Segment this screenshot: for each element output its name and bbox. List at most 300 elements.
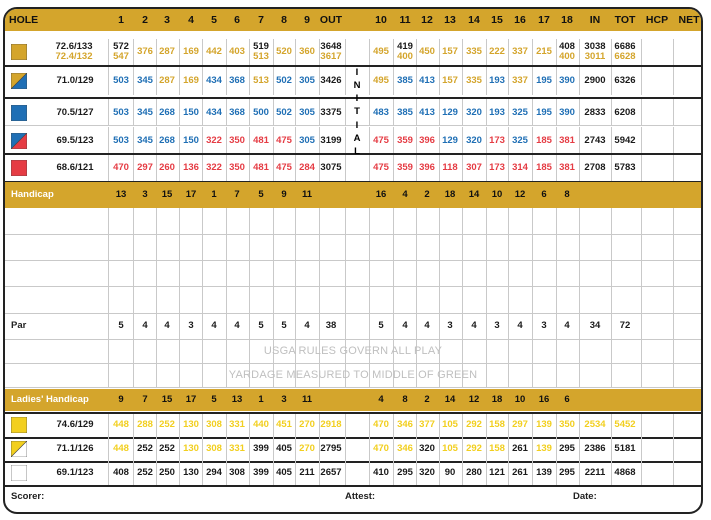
divider [345,208,346,234]
divider [641,39,642,65]
yardage: 173 [489,134,505,146]
player-name-field[interactable] [5,234,108,260]
total: 6208 [614,106,636,118]
yardage: 287 [159,46,175,57]
divider [462,234,463,260]
yardage: 520 [276,46,292,57]
yardage: 295 [397,467,413,478]
divider [486,260,487,286]
handicap-value: 15 [161,394,173,405]
yardage: 169 [183,46,199,57]
yardage: 450 [419,46,435,57]
yardage: 118 [442,162,458,173]
yardage: 105 [442,443,458,454]
handicap-value: 2 [424,189,430,200]
yardage: 185 [536,162,552,173]
yardage: 129 [442,134,458,146]
divider [369,287,370,313]
hole-number: 14 [468,14,480,26]
yardage: 173 [489,162,505,173]
yardage: 157 [442,75,458,86]
par-value: 3 [494,320,500,331]
par-value: 3 [541,320,547,331]
date-field[interactable]: Date: [573,491,597,502]
course-rating: 71.1/126 [56,443,94,454]
yardage: 335 [466,46,482,57]
yardage: 483 [373,106,389,118]
divider [439,287,440,313]
divider [439,208,440,234]
divider [393,234,394,260]
cell-line: 408 [559,41,575,52]
divider [133,208,134,234]
in-total: 2534 [584,419,606,430]
course-rating: 68.6/121 [56,162,94,173]
par-out: 38 [325,320,337,331]
initial-letter: T [354,106,360,118]
initial-letter: I [355,67,359,78]
divider [611,208,612,234]
divider [108,287,109,313]
yardage: 252 [137,467,153,478]
par-in: 34 [589,320,601,331]
divider [369,260,370,286]
divider [462,287,463,313]
yardage: 331 [229,419,245,430]
tee-swatch-gold [11,44,27,60]
out-total: 2795 [320,443,342,454]
course-rating: 70.5/127 [56,106,94,118]
yardage: 320 [466,106,482,118]
divider [345,234,346,260]
hole-number: 6 [234,14,240,26]
rating-line: 72.6/133 [55,41,93,52]
yardage: 297 [512,419,528,430]
cell-line: 400 [559,51,575,62]
divider [439,260,440,286]
divider [556,287,557,313]
par-value: 4 [517,320,523,331]
divider [641,99,642,126]
yardage: 130 [183,419,199,430]
divider [345,127,346,154]
handicap-value: 4 [402,189,408,200]
yardage: 287 [159,75,175,86]
divider [486,208,487,234]
yardage: 268 [159,106,175,118]
in-total: 2386 [584,443,606,454]
hole-number: 4 [188,14,194,26]
in-total: 2211 [584,467,606,478]
yardage: 308 [229,467,245,478]
divider [295,208,296,234]
yardage: 368 [229,75,245,86]
row-separator [5,363,701,364]
yardage: 495 [373,46,389,57]
divider [345,461,346,485]
yardage: 305 [299,134,315,146]
yardage: 503 [113,106,129,118]
handicap-value: 3 [142,189,148,200]
divider [249,287,250,313]
handicap-value: 8 [564,189,570,200]
tee-swatch-red [11,160,27,176]
par-row [5,313,701,339]
yardage: 292 [466,443,482,454]
handicap-value: 15 [161,189,173,200]
divider [345,67,346,95]
yardage: 442 [206,46,222,57]
out-total [317,39,345,65]
hole-number: 17 [538,14,550,26]
divider [416,287,417,313]
ladies-tee-row [5,461,701,485]
hole-number: 5 [211,14,217,26]
par-value: 3 [188,320,194,331]
yardage [250,39,272,65]
tee-swatch-blue [11,105,27,121]
yardage: 211 [299,467,315,478]
handicap-value: 17 [185,394,197,405]
hole-number: 7 [258,14,264,26]
par-value: 3 [447,320,453,331]
yardage: 385 [397,75,413,86]
hole-number: 9 [304,14,310,26]
handicap-value: 8 [402,394,408,405]
scorecard [3,7,703,514]
out-total: 3426 [320,75,342,86]
handicap-value: 7 [142,394,148,405]
yardage: 377 [419,419,435,430]
yardage: 307 [466,162,482,173]
cell-line: 513 [253,51,269,62]
yardage: 448 [113,419,129,430]
par-value: 4 [234,320,240,331]
yardage: 470 [373,419,389,430]
row-separator [5,412,701,414]
handicap-value: 9 [281,189,287,200]
divider [295,234,296,260]
yardage: 193 [489,75,505,86]
yardage: 292 [466,419,482,430]
divider [156,234,157,260]
divider [641,67,642,95]
yardage: 475 [276,162,292,173]
par-value: 4 [164,320,170,331]
out-total: 2918 [320,419,342,430]
yardage: 350 [559,419,575,430]
yardage: 368 [229,106,245,118]
divider [133,260,134,286]
handicap-value: 3 [281,394,287,405]
divider [641,413,642,437]
handicap-value: 5 [258,189,264,200]
course-rating: 69.5/123 [56,134,94,146]
attest-field[interactable]: Attest: [345,491,376,502]
yardage: 434 [206,75,222,86]
cell-line: 572 [113,41,129,52]
in-total: 2833 [584,106,606,118]
divider [226,208,227,234]
hole-number: 3 [164,14,170,26]
scorer-field[interactable]: Scorer: [11,491,45,502]
divider [249,208,250,234]
yardage: 513 [253,75,269,86]
yardage: 434 [206,106,222,118]
yardage: 381 [559,134,575,146]
divider [273,208,274,234]
hole-number: 8 [281,14,287,26]
total: 6326 [614,75,636,86]
tee-row [5,39,701,65]
handicap-label: Handicap [11,189,54,200]
cell-line: 547 [113,51,129,62]
divider [641,154,642,182]
net-label: NET [678,14,700,26]
yardage: 502 [276,106,292,118]
divider [108,437,109,461]
header-row [5,9,701,31]
divider [556,260,557,286]
yardage: 470 [373,443,389,454]
divider [319,287,320,313]
par-value: 4 [142,320,148,331]
yardage: 481 [253,162,269,173]
divider [556,208,557,234]
score-row [5,234,701,260]
out-label: OUT [319,14,343,26]
yardage: 451 [276,419,292,430]
yardage: 346 [397,443,413,454]
divider [202,234,203,260]
yardage: 252 [159,419,175,430]
score-row [5,287,701,313]
in-total [580,39,610,65]
yardage [394,39,416,65]
cell-line: 3648 [320,41,342,52]
handicap-value: 13 [115,189,127,200]
par-value: 5 [118,320,124,331]
cell-line: 419 [397,41,413,52]
yardage: 195 [536,75,552,86]
yardage: 399 [253,467,269,478]
divider [673,154,674,182]
par-label: Par [11,320,27,331]
divider [108,413,109,437]
yardage: 396 [419,134,435,146]
divider [641,461,642,485]
cell-line: 6628 [614,51,636,62]
divider [641,127,642,154]
divider [273,234,274,260]
initial-letter: I [355,119,359,131]
yardage: 158 [489,443,505,454]
divider [202,260,203,286]
divider [108,154,109,182]
divider [156,287,157,313]
divider [579,234,580,260]
yardage: 500 [253,106,269,118]
divider [673,413,674,437]
yardage: 295 [559,443,575,454]
divider [226,234,227,260]
yardage: 136 [183,162,199,173]
yardage: 121 [489,467,505,478]
yardage: 470 [113,162,129,173]
out-total: 3375 [320,106,342,118]
yardage [110,39,132,65]
hole-number: 18 [561,14,573,26]
ladies-tee-row [5,437,701,461]
divider [532,234,533,260]
divider [108,234,109,260]
player-name-field[interactable] [5,287,108,313]
divider [508,208,509,234]
yardage: 481 [253,134,269,146]
yardage: 195 [536,106,552,118]
ladies-tee-row [5,413,701,437]
divider [486,287,487,313]
handicap-value: 4 [378,394,384,405]
divider [179,287,180,313]
yardage: 130 [183,467,199,478]
handicap-value: 12 [514,189,526,200]
yardage: 150 [183,106,199,118]
yardage: 90 [444,467,456,478]
player-name-field[interactable] [5,260,108,286]
yardage: 297 [137,162,153,173]
yardage: 284 [299,162,315,173]
divider [108,99,109,126]
yardage: 320 [419,443,435,454]
handicap-value: 14 [444,394,456,405]
divider [108,127,109,154]
yardage: 308 [206,443,222,454]
par-value: 4 [304,320,310,331]
divider [462,208,463,234]
divider [556,234,557,260]
initial-letter: I [355,93,359,105]
yardage: 222 [489,46,505,57]
yardage: 331 [229,443,245,454]
rating-line: 72.4/132 [55,51,93,62]
divider [179,260,180,286]
yardage: 325 [512,106,528,118]
divider [345,99,346,126]
yardage: 337 [512,75,528,86]
yardage: 295 [559,467,575,478]
divider [641,260,642,286]
player-name-field[interactable] [5,208,108,234]
cell-line: 3617 [320,51,342,62]
hole-number: 13 [444,14,456,26]
handicap-value: 7 [234,189,240,200]
divider [345,287,346,313]
initial-letter: L [354,145,360,157]
yardage: 308 [206,419,222,430]
handicap-value: 2 [424,394,430,405]
yardage: 413 [419,106,435,118]
hole-number: 11 [399,14,411,26]
divider [673,39,674,65]
total: 5783 [614,162,636,173]
divider [226,287,227,313]
tee-swatch-blue-red [11,133,27,149]
yardage: 410 [373,467,389,478]
divider [673,461,674,485]
yardage: 129 [442,106,458,118]
yardage: 475 [373,162,389,173]
par-value: 4 [424,320,430,331]
cell-line: 519 [253,41,269,52]
yardage: 413 [419,75,435,86]
divider [345,437,346,461]
divider [641,437,642,461]
tee-row [5,154,701,182]
yardage: 385 [397,106,413,118]
cell-line: 3011 [584,51,606,62]
par-value: 4 [471,320,477,331]
total: 4868 [614,467,636,478]
out-total: 3075 [320,162,342,173]
cell-line: 3038 [584,41,606,52]
divider [532,208,533,234]
handicap-value: 14 [468,189,480,200]
initial-column [351,67,363,157]
course-rating: 74.6/129 [56,419,94,430]
par-value: 5 [281,320,287,331]
divider [156,260,157,286]
yardage [556,39,578,65]
hole-label: HOLE [9,14,39,26]
divider [319,260,320,286]
yardage: 215 [536,46,552,57]
tot-label: TOT [614,14,636,26]
par-value: 5 [378,320,384,331]
yardage: 320 [419,467,435,478]
divider [579,260,580,286]
par-value: 4 [564,320,570,331]
divider [532,260,533,286]
divider [416,234,417,260]
divider [673,67,674,95]
in-label: IN [589,14,601,26]
in-total: 2900 [584,75,606,86]
yardage: 139 [536,443,552,454]
yardage: 448 [113,443,129,454]
divider [202,208,203,234]
yardage: 294 [206,467,222,478]
divider [508,260,509,286]
yardage: 139 [536,467,552,478]
divider [462,260,463,286]
divider [249,234,250,260]
divider [673,127,674,154]
total: 5942 [614,134,636,146]
yardage: 260 [159,162,175,173]
yardage: 288 [137,419,153,430]
divider [156,208,157,234]
divider [641,287,642,313]
yardage: 359 [397,162,413,173]
yardage: 335 [466,75,482,86]
yardage: 250 [159,467,175,478]
divider [508,234,509,260]
yardage: 157 [442,46,458,57]
yardage-note: YARDAGE MEASURED TO MIDDLE OF GREEN [228,369,478,381]
divider [133,234,134,260]
tee-swatch-yellow-white [11,441,27,457]
